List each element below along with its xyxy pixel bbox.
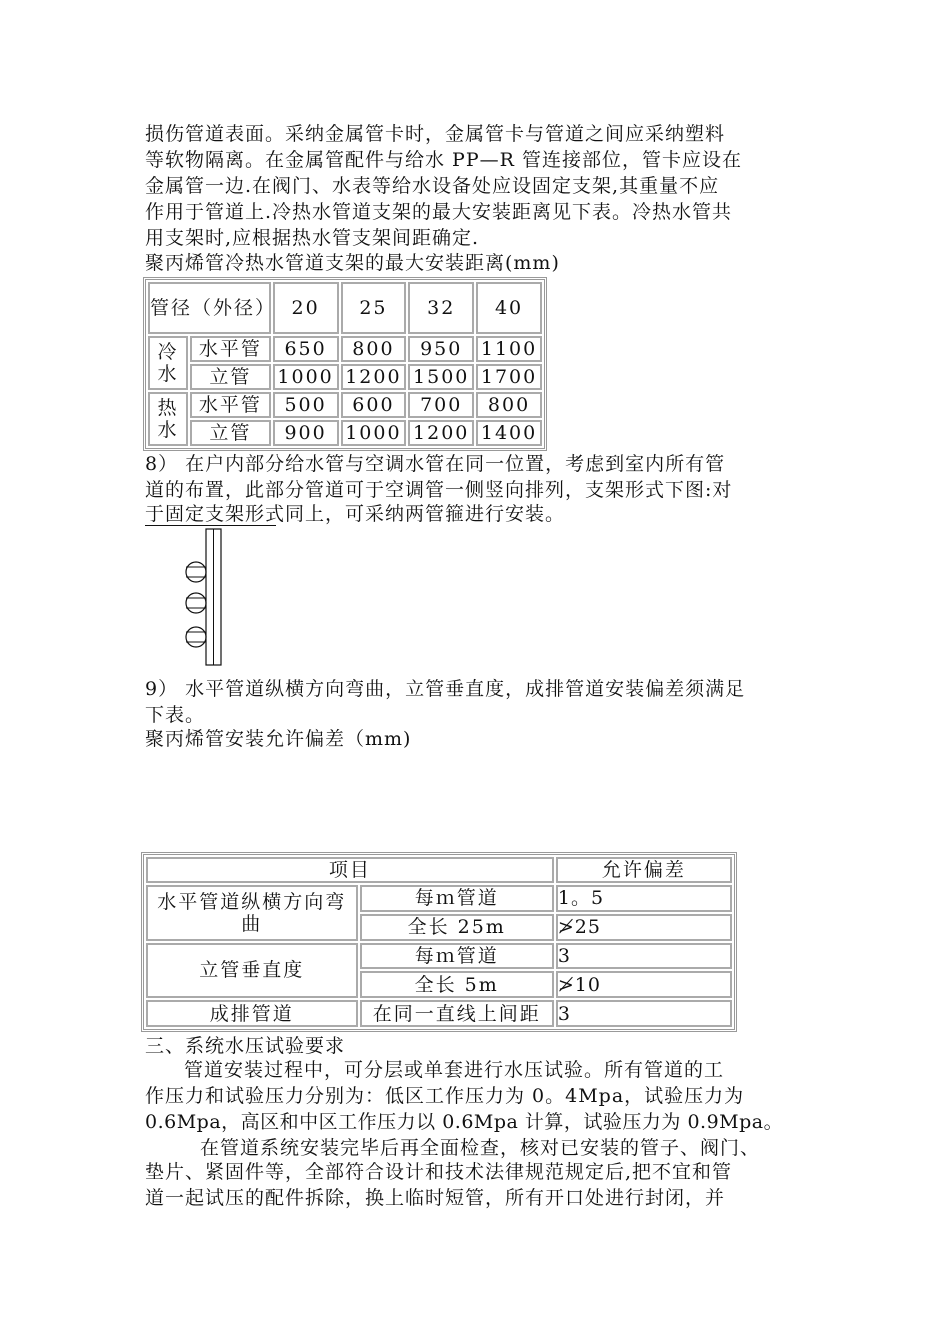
table1-cell: 700 (408, 392, 474, 418)
table1-cell: 600 (341, 392, 407, 418)
pipe-circle (186, 562, 206, 582)
table2-value: ≯10 (556, 971, 732, 998)
table1-size-cell: 32 (408, 282, 474, 334)
paragraph-line: 垫片、紧固件等，全部符合设计和技术法律规范规定后,把不宜和管 (145, 1161, 733, 1183)
paragraph-line: 道的布置，此部分管道可于空调管一侧竖向排列，支架形式下图:对 (145, 479, 733, 501)
paragraph-line: 道一起试压的配件拆除，换上临时短管，所有开口处进行封闭，并 (145, 1187, 726, 1209)
table1-cell: 1100 (476, 336, 542, 362)
paragraph-line: 在管道系统安装完毕后再全面检查，核对已安装的管子、阀门、 (200, 1137, 761, 1159)
table1-header-label: 管径（外径） (148, 282, 271, 334)
table2-value: 1。5 (556, 885, 732, 912)
paragraph-line: 8） 在户内部分给水管与空调水管在同一位置，考虑到室内所有管 (145, 453, 726, 475)
table2-desc: 全长 25m (360, 914, 554, 941)
table2-header-tolerance: 允许偏差 (556, 857, 732, 883)
table1-cell: 800 (476, 392, 542, 418)
paragraph-line: 0.6Mpa，高区和中区工作压力以 0.6Mpa 计算，试验压力为 0.9Mpa。 (145, 1111, 784, 1133)
table1-cell: 950 (408, 336, 474, 362)
table2-row-label: 水平管道纵横方向弯曲 (146, 885, 358, 941)
table1-cell: 1200 (408, 420, 474, 446)
pipe-bracket-diagram (180, 525, 240, 667)
table2-header-item: 项目 (146, 857, 554, 883)
paragraph-line: 作压力和试验压力分别为：低区工作压力为 0。4Mpa，试验压力为 (145, 1085, 745, 1107)
table2-value: ≯25 (556, 914, 732, 941)
table1-horizontal-label: 水平管 (190, 336, 271, 362)
table1-cell: 650 (273, 336, 339, 362)
table1-cold-label: 冷水 (148, 336, 188, 390)
paragraph-line: 于固定支架形式同上，可采纳两管箍进行安装。 (145, 503, 566, 525)
section-heading: 三、系统水压试验要求 (145, 1035, 346, 1057)
table2-desc: 在同一直线上间距 (360, 1000, 554, 1027)
table1-cell: 1000 (273, 364, 339, 390)
table2-value: 3 (556, 943, 732, 970)
paragraph-line: 下表。 (145, 704, 206, 726)
paragraph-line: 损伤管道表面。采纳金属管卡时，金属管卡与管道之间应采纳塑料 (145, 123, 726, 145)
paragraph-line: 金属管一边.在阀门、水表等给水设备处应设固定支架,其重量不应 (145, 175, 720, 197)
paragraph-line: 作用于管道上.冷热水管道支架的最大安装距离见下表。冷热水管共 (145, 201, 733, 223)
table1-cell: 1500 (408, 364, 474, 390)
table2-row-label: 立管垂直度 (146, 943, 358, 999)
table1-size-cell: 40 (476, 282, 542, 334)
table1-cell: 1400 (476, 420, 542, 446)
table1-cell: 800 (341, 336, 407, 362)
table1-caption: 聚丙烯管冷热水管道支架的最大安装距离(mm) (145, 252, 560, 274)
paragraph-line: 等软物隔离。在金属管配件与给水 PP—R 管连接部位，管卡应设在 (145, 149, 742, 171)
install-tolerance-table (141, 852, 737, 1032)
table2-row-label: 成排管道 (146, 1000, 358, 1027)
pipe-support-distance-table (143, 277, 547, 451)
paragraph-line: 9） 水平管道纵横方向弯曲，立管垂直度，成排管道安装偏差须满足 (145, 678, 746, 700)
table1-cell: 1700 (476, 364, 542, 390)
table1-hot-label: 热水 (148, 392, 188, 446)
table1-size-cell: 20 (273, 282, 339, 334)
paragraph-line: 管道安装过程中，可分层或单套进行水压试验。所有管道的工 (184, 1059, 725, 1081)
table1-cell: 500 (273, 392, 339, 418)
table1-vertical-label: 立管 (190, 364, 271, 390)
pipe-circle (186, 627, 206, 647)
table1-vertical-label: 立管 (190, 420, 271, 446)
table1-cell: 1200 (341, 364, 407, 390)
table2-desc: 全长 5m (360, 971, 554, 998)
table2-desc: 每ｍ管道 (360, 943, 554, 970)
table2-caption: 聚丙烯管安装允许偏差（mm) (145, 728, 412, 750)
table1-size-cell: 25 (341, 282, 407, 334)
paragraph-line: 用支架时,应根据热水管支架间距确定. (145, 227, 480, 249)
table2-value: 3 (556, 1000, 732, 1027)
table1-cell: 1000 (341, 420, 407, 446)
table1-horizontal-label: 水平管 (190, 392, 271, 418)
table1-cell: 900 (273, 420, 339, 446)
pipe-circle (186, 593, 206, 613)
table2-desc: 每ｍ管道 (360, 885, 554, 912)
